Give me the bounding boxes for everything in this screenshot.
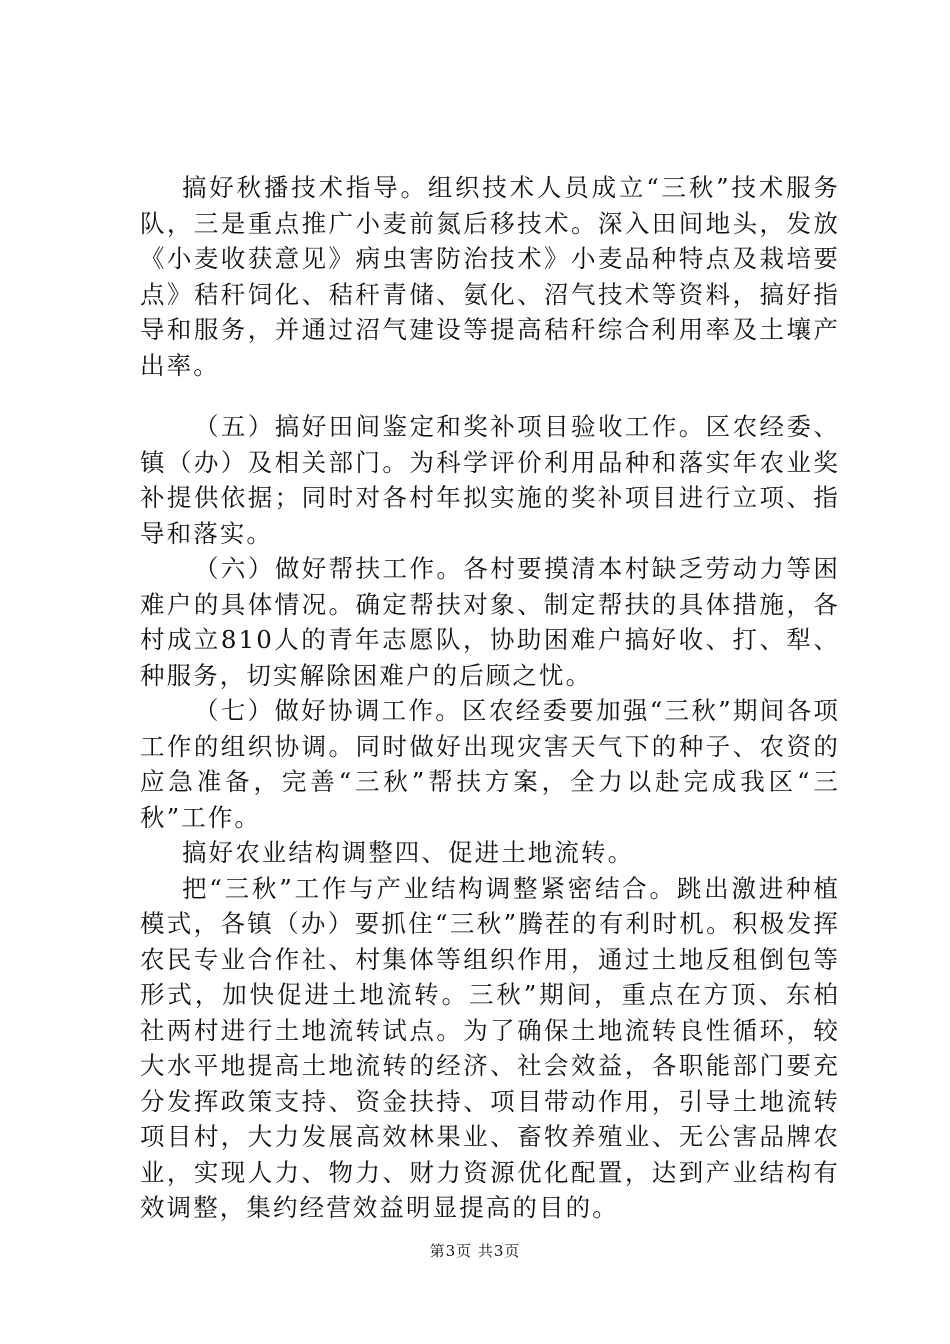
paragraph-land-transfer: 把“三秋”工作与产业结构调整紧密结合。跳出激进种植模式，各镇（办）要抓住“三秋”腾茬的有利时机。积极发挥农民专业合作社、村集体等组织作用，通过土地反租倒包等形式，加快促进土地流转。三秋”期间，重点在方顶、东柏社两村进行土地流转试点。为了确保土地流转良性循环，较大水平地提高土地流转的经济、社会效益，各职能部门要充分发挥政策支持、资金扶持、项目带动作用，引导土地流转项目村，大力发展高效林果业、畜牧养殖业、无公害品牌农业，实现人力、物力、财力资源优化配置，达到产业结构有效调整，集约经营效益明显提高的目的。 <box>140 873 840 1222</box>
paragraph-coordination-work: （七）做好协调工作。区农经委要加强“三秋”期间各项工作的组织协调。同时做好出现灾害天气下的种子、农资的应急准备，完善“三秋”帮扶方案，全力以赴完成我区“三秋”工作。 <box>140 696 840 832</box>
paragraph-assistance-work: （六）做好帮扶工作。各村要摸清本村缺乏劳动力等困难户的具体情况。确定帮扶对象、制定帮扶的具体措施，各村成立810人的青年志愿队，协助困难户搞好收、打、犁、种服务，切实解除困难户的后顾之忧。 <box>140 554 840 690</box>
document-body <box>140 170 840 1226</box>
paragraph-autumn-sowing-guidance: 搞好秋播技术指导。组织技术人员成立“三秋”技术服务队，三是重点推广小麦前氮后移技术。深入田间地头，发放《小麦收获意见》病虫害防治技术》小麦品种特点及栽培要点》秸秆饲化、秸秆青储、氨化、沼气技术等资料，搞好指导和服务，并通过沼气建设等提高秸秆综合利用率及土壤产出率。 <box>140 173 840 380</box>
paragraph-field-appraisal: （五）搞好田间鉴定和奖补项目验收工作。区农经委、镇（办）及相关部门。为科学评价利用品种和落实年农业奖补提供依据；同时对各村年拟实施的奖补项目进行立项、指导和落实。 <box>140 412 840 548</box>
page-footer: 第3页 共3页 <box>429 1242 521 1260</box>
section-heading-structure-adjustment: 搞好农业结构调整四、促进土地流转。 <box>182 838 635 867</box>
